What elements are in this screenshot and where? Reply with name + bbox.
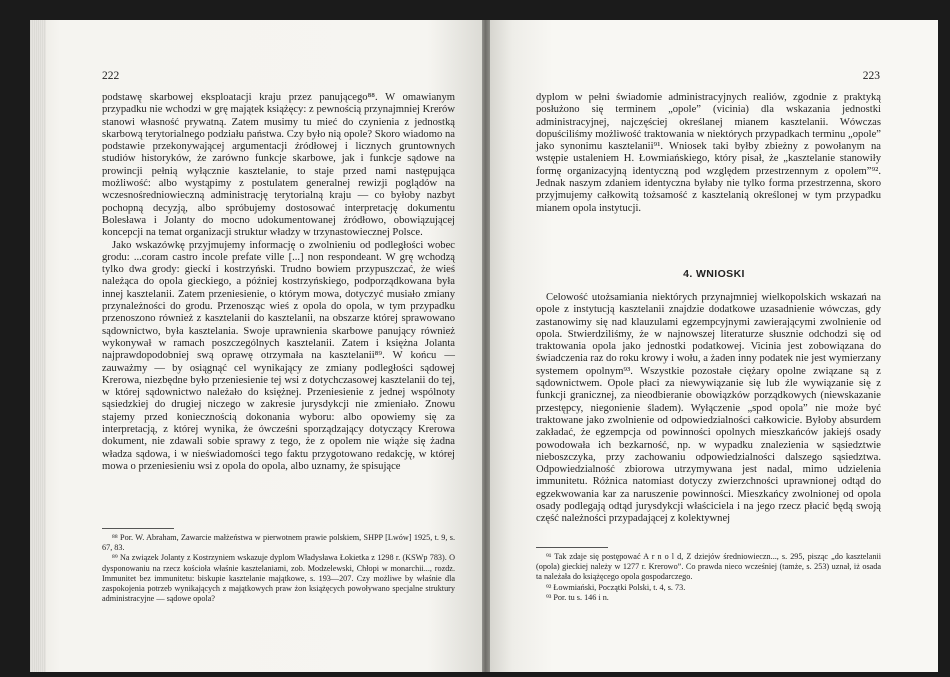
footnote: ⁸⁹ Na związek Jolanty z Kostrzyniem wskazuje dyplom Władysława Łokietka z 1298 r. (KSWp 783). O dysponowaniu na rzecz kościoła właśnie kasztelaniami, zob. Modzelewski, Chłopi w monarchii..., rozdz. Immunitet bez immunitetu: biskupie kasztelanie majątkowe, s. 193—207. Czy możliwe by właśnie dla zaspokojenia potrzeb wynikających z majątkowych praw żon książęcych powoływano specjalne struktury administracyjne — sądowe opola? <box>102 553 455 604</box>
footnote: ⁸⁸ Por. W. Abraham, Zawarcie małżeństwa w pierwotnem prawie polskiem, SHPP [Lwów] 1925, t. 9, s. 67, 83. <box>102 533 455 553</box>
footnote: ⁹¹ Tak zdaje się postępować A r n o l d, Z dziejów średniowieczn..., s. 295, pisząc „do kasztelanii (opola) gieckiej należy w 1277 r. Krerowo”. Co prawda nieco wcześniej (tamże, s. 253) uznał, iż osada ta należała do książęcego opola gospodarczego. <box>536 552 881 582</box>
right-footnotes <box>536 552 881 603</box>
left-footnotes <box>102 533 455 604</box>
footnote: ⁹² Łowmiański, Początki Polski, t. 4, s. 73. <box>546 582 686 592</box>
footnote-rule <box>102 528 174 529</box>
right-body-text <box>536 292 881 526</box>
body-paragraph: podstawę skarbowej eksploatacji kraju przez panującego⁸⁸. W omawianym przypadku nie wchodzi w grę majątek książęcy: z pewnością przynajmniej Krerów stanowi własność prywatną. Zatem musimy tu mieć do czynienia z jednostką skarbową terytorialnego podziału państwa. Czy było nią opole? Skoro wiadomo na podstawie przekonywającej argumentacji źródłowej i licznych gruntownych studiów historyków, że zarówno funkcje skarbowe, jak i funkcje sądowe na prowincji pełnią wyłącznie kasztelanie, to staje przed nami następująca możliwość: albo wystąpimy z postulatem generalnej rewizji poglądów na wczesnośredniowieczną administrację terytorialną kraju — co byłoby nazbyt pochopną decyzją, albo spróbujemy dostosować interpretację dokumentu Bolesława i Jolanty do mocno udokumentowanej źródłowo, obowiązującej koncepcji na temat organizacji struktur władzy w trzynastowiecznej Polsce. <box>102 92 455 239</box>
body-paragraph: Celowość utożsamiania niektórych przynajmniej wielkopolskich wskazań na opole z instytucją kasztelanii znajdzie dodatkowe uzasadnienie wówczas, gdy zastanowimy się nad klauzulami egzempcyjnymi zawierającymi zwolnienie od opola. Stwierdziliśmy, że w najnowszej literaturze słusznie odchodzi się od traktowania opola jako jednostki podatkowej. Vicinia jest zobowiązana do świadczenia raz do roku krowy i wołu, a żaden inny podatek nie jest wymierzany systemem opolnym⁹³. Wszystkie pozostałe ciężary opolne związane są z sądownictwem. Opole płaci za niewywiązanie się lub źle wywiązanie się z funkcji granicznej, za nieodbieranie obowiązków porządkowych (niewskazanie przestępcy, niegonienie śladem). Wyłączenie „spod opola” nie może być traktowane jako zwolnienie od odpowiedzialności całkowicie. Byłoby absurdem zakładać, że egzempcja od powinności opolnych mieszkańców jakiejś osady powodowała ich bezkarność, np. w wypadku znalezienia w sąsiedztwie nieboszczyka, przy zachowaniu odpowiedzialności dalszego sąsiedztwa. Odpowiedzialność zbiorowa utrzymywana jest nadal, mimo udzielenia immunitetu. Różnica natomiast dotyczy zwierzchności uprawnionej odtąd do egzekwowania kar za naruszenie powinności. Mieszkańcy zwolnionej od opola osady podlegają odtąd jurysdykcji właściciela i na jego rzecz płacić będą swoją część należności przypadającej z kolektywnej <box>536 292 881 525</box>
left-page <box>30 20 482 672</box>
right-top-text <box>536 92 881 215</box>
right-page <box>490 20 938 672</box>
page-number-left: 222 <box>102 70 120 82</box>
page-edges <box>30 20 46 672</box>
page-number-right: 223 <box>862 70 880 82</box>
body-paragraph: dyplom w pełni świadomie administracyjnych realiów, zgodnie z praktyką posłużono się terminem „opole” (vicinia) dla wskazania jednostki administracyjnej, najczęściej określanej mianem kasztelanii. Wówczas dopuściliśmy możliwość traktowania w niektórych przypadkach terminu „opole” jako synonimu kasztelanii⁹¹. Wniosek taki byłby zbieżny z powołanym na wstępie ustaleniem H. Łowmiańskiego, który pisał, że „kasztelanie stanowiły formę organizacyjną identyczną pod względem przestrzennym z opolem”⁹². Jednak naszym zdaniem identyczna byłaby nie tylko forma przestrzenna, skoro przyjmujemy całkowitą tożsamość z kasztelanią określonej w tym przypadku mianem opola instytucji. <box>536 92 881 214</box>
body-paragraph: Jako wskazówkę przyjmujemy informację o zwolnieniu od podległości wobec grodu: ...coram castro incole prefate ville [...] non respondeant. W grę wchodzą tylko dwa grody: gieckí i kostrzyński. Trudno bowiem przypuszczać, że wieś należąca do opola gieckiego, a później kostrzyńskiego, podporządkowana była innej kasztelanii. Zatem przeniesienie, o którym mowa, dotyczyć musiało zmiany przynależności do grodu. Przenosząc wieś z opola do opola, w tym przypadku przenoszono również z kasztelanii do kasztelanii, na obszarze której sprawowano sądownictwo, była kasztelania. Swoje uprawnienia skarbowe panujący również wykonywał w ramach poszczególnych kasztelanii. Zatem i księżna Jolanta najprawdopodobniej swą oprawę otrzymała na kasztelanii⁸⁹. W końcu — zauważmy — by osiągnąć cel wynikający ze zmiany podległości sądowej Krerowa, niezbędne było przeniesienie tej wsi z dotychczasowej kasztelanii do tej, w której sądownictwo należało do księżnej. Przeniesienie z jednej wspólnoty sąsiedzkiej do drugiej niczego w zakresie jurysdykcji nie zmieniało. Znowu stajemy przed koniecznością dokonania wyboru: albo opowiemy się za interpretacją, z której wynika, że ówcześni sporządzający dotyczący Krerowa dokument, nie zdawali sobie sprawy z tego, że z opolem nie wiąże się żadna władza sądowa, i w nieświadomości tego faktu przygotowano redakcję, w której mowa o przeniesieniu wsi z opola do opola, albo uznamy, że spisujące <box>102 239 455 472</box>
section-heading: 4. WNIOSKI <box>683 268 745 280</box>
left-body-text <box>102 92 455 473</box>
footnote: ⁹³ Por. tu s. 146 i n. <box>546 592 609 602</box>
footnote-rule <box>536 547 608 548</box>
